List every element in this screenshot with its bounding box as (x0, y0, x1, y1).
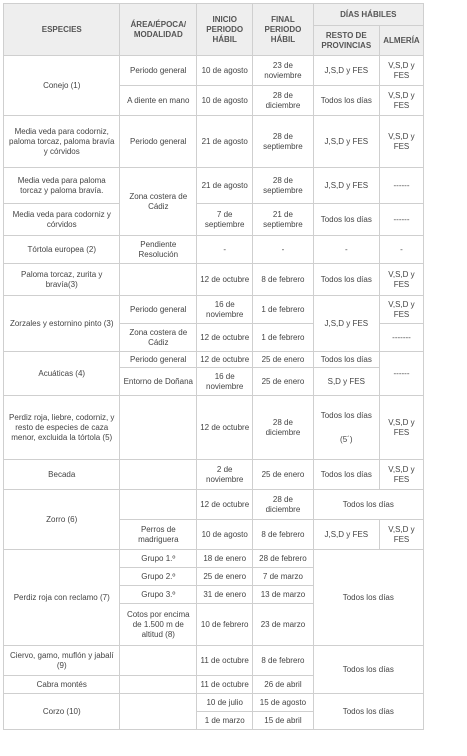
days-almeria-cell: ------ (379, 204, 423, 236)
days-almeria-cell: V,S,D y FES (379, 264, 423, 296)
species-cell: Acuáticas (4) (4, 352, 120, 396)
start-date-cell: 11 de octubre (197, 676, 253, 694)
end-date-cell: 15 de abril (253, 712, 313, 730)
days-all-cell: Todos los días (313, 694, 423, 730)
end-date-cell: - (253, 236, 313, 264)
start-date-cell: 12 de octubre (197, 352, 253, 368)
header-almeria: ALMERÍA (379, 26, 423, 56)
header-resto-provincias: RESTO DE PROVINCIAS (313, 26, 379, 56)
days-rest-cell: Todos los días (313, 264, 379, 296)
end-date-cell: 28 de febrero (253, 550, 313, 568)
start-date-cell: 25 de enero (197, 568, 253, 586)
species-cell: Perdiz roja con reclamo (7) (4, 550, 120, 646)
end-date-cell: 8 de febrero (253, 520, 313, 550)
area-cell (120, 694, 197, 730)
days-almeria-cell: V,S,D y FES (379, 296, 423, 324)
area-cell: Zona costera de Cádiz (120, 168, 197, 236)
start-date-cell: 2 de noviembre (197, 460, 253, 490)
end-date-cell: 28 de diciembre (253, 86, 313, 116)
end-date-cell: 25 de enero (253, 352, 313, 368)
days-almeria-cell: V,S,D y FES (379, 520, 423, 550)
end-date-cell: 13 de marzo (253, 586, 313, 604)
species-cell: Corzo (10) (4, 694, 120, 730)
end-date-cell: 28 de diciembre (253, 490, 313, 520)
end-date-cell: 23 de noviembre (253, 56, 313, 86)
days-rest-cell (313, 396, 379, 460)
end-date-cell: 8 de febrero (253, 264, 313, 296)
days-almeria-cell: V,S,D y FES (379, 460, 423, 490)
start-date-cell: 7 de septiembre (197, 204, 253, 236)
area-cell: Periodo general (120, 116, 197, 168)
start-date-cell: 10 de agosto (197, 56, 253, 86)
days-almeria-cell: ------ (379, 168, 423, 204)
species-cell: Becada (4, 460, 120, 490)
days-rest-cell: J,S,D y FES (313, 56, 379, 86)
end-date-cell: 25 de enero (253, 460, 313, 490)
header-dias-habiles: DÍAS HÁBILES (313, 4, 423, 26)
start-date-cell: 21 de agosto (197, 168, 253, 204)
area-cell (120, 676, 197, 694)
species-cell: Tórtola europea (2) (4, 236, 120, 264)
days-all-cell: Todos los días (313, 646, 423, 694)
area-cell: Grupo 2.º (120, 568, 197, 586)
area-cell: Pendiente Resolución (120, 236, 197, 264)
species-cell: Media veda para codorniz y córvidos (4, 204, 120, 236)
days-almeria-cell: V,S,D y FES (379, 56, 423, 86)
days-rest-cell: Todos los días (313, 352, 379, 368)
days-almeria-cell: V,S,D y FES (379, 396, 423, 460)
start-date-cell: 16 de noviembre (197, 296, 253, 324)
hunting-season-table-container (3, 3, 424, 730)
start-date-cell: 11 de octubre (197, 646, 253, 676)
species-cell: Conejo (1) (4, 56, 120, 116)
days-rest-cell: - (313, 236, 379, 264)
header-especies: ESPECIES (4, 4, 120, 56)
species-cell: Paloma torcaz, zurita y bravía(3) (4, 264, 120, 296)
area-cell (120, 396, 197, 460)
species-cell: Ciervo, gamo, muflón y jabalí (9) (4, 646, 120, 676)
end-date-cell: 28 de diciembre (253, 396, 313, 460)
area-cell: Zona costera de Cádiz (120, 324, 197, 352)
area-cell: Cotos por encima de 1.500 m de altitud (8) (120, 604, 197, 646)
end-date-cell: 1 de febrero (253, 296, 313, 324)
days-almeria-cell: ------ (379, 352, 423, 396)
area-cell: Perros de madriguera (120, 520, 197, 550)
start-date-cell: 12 de octubre (197, 490, 253, 520)
days-almeria-cell: V,S,D y FES (379, 86, 423, 116)
days-almeria-cell: V,S,D y FES (379, 116, 423, 168)
start-date-cell: 16 de noviembre (197, 368, 253, 396)
footnote-mark: (5´) (340, 434, 353, 444)
species-cell: Zorzales y estornino pinto (3) (4, 296, 120, 352)
start-date-cell: 12 de octubre (197, 324, 253, 352)
area-cell (120, 646, 197, 676)
end-date-cell: 7 de marzo (253, 568, 313, 586)
end-date-cell: 23 de marzo (253, 604, 313, 646)
start-date-cell: 12 de octubre (197, 396, 253, 460)
area-cell (120, 264, 197, 296)
start-date-cell: 1 de marzo (197, 712, 253, 730)
days-rest-cell: Todos los días (313, 204, 379, 236)
start-date-cell: 10 de agosto (197, 86, 253, 116)
end-date-cell: 28 de septiembre (253, 116, 313, 168)
header-inicio-periodo: INICIO PERIODO HÁBIL (197, 4, 253, 56)
start-date-cell: - (197, 236, 253, 264)
species-cell: Cabra montés (4, 676, 120, 694)
area-cell: Entorno de Doñana (120, 368, 197, 396)
start-date-cell: 10 de febrero (197, 604, 253, 646)
area-cell: A diente en mano (120, 86, 197, 116)
area-cell (120, 460, 197, 490)
species-cell: Perdiz roja, liebre, codorniz, y resto de especies de caza menor, excluida la tórtola (5) (4, 396, 120, 460)
end-date-cell: 25 de enero (253, 368, 313, 396)
hunting-season-table (3, 3, 424, 730)
area-cell: Periodo general (120, 296, 197, 324)
end-date-cell: 28 de septiembre (253, 168, 313, 204)
end-date-cell: 21 de septiembre (253, 204, 313, 236)
days-almeria-cell: - (379, 236, 423, 264)
area-cell (120, 490, 197, 520)
area-cell: Grupo 1.º (120, 550, 197, 568)
start-date-cell: 10 de julio (197, 694, 253, 712)
days-rest-cell: S,D y FES (313, 368, 379, 396)
days-rest-cell: J,S,D y FES (313, 116, 379, 168)
days-rest-cell: J,S,D y FES (313, 168, 379, 204)
days-rest-text: Todos los días (320, 410, 372, 420)
species-cell: Media veda para codorniz, paloma torcaz, paloma bravía y córvidos (4, 116, 120, 168)
header-area-epoca-modalidad: ÁREA/ÉPOCA/ MODALIDAD (120, 4, 197, 56)
start-date-cell: 31 de enero (197, 586, 253, 604)
start-date-cell: 12 de octubre (197, 264, 253, 296)
end-date-cell: 15 de agosto (253, 694, 313, 712)
days-all-cell: Todos los días (313, 550, 423, 646)
header-final-periodo: FINAL PERIODO HÁBIL (253, 4, 313, 56)
start-date-cell: 10 de agosto (197, 520, 253, 550)
end-date-cell: 1 de febrero (253, 324, 313, 352)
end-date-cell: 26 de abril (253, 676, 313, 694)
species-cell: Zorro (6) (4, 490, 120, 550)
start-date-cell: 21 de agosto (197, 116, 253, 168)
days-rest-cell: Todos los días (313, 86, 379, 116)
start-date-cell: 18 de enero (197, 550, 253, 568)
days-rest-cell: J,S,D y FES (313, 296, 379, 352)
end-date-cell: 8 de febrero (253, 646, 313, 676)
days-rest-cell: Todos los días (313, 460, 379, 490)
area-cell: Periodo general (120, 352, 197, 368)
days-rest-cell: J,S,D y FES (313, 520, 379, 550)
area-cell: Periodo general (120, 56, 197, 86)
area-cell: Grupo 3.º (120, 586, 197, 604)
species-cell: Media veda para paloma torcaz y paloma bravía. (4, 168, 120, 204)
days-all-cell: Todos los días (313, 490, 423, 520)
days-almeria-cell: ------- (379, 324, 423, 352)
